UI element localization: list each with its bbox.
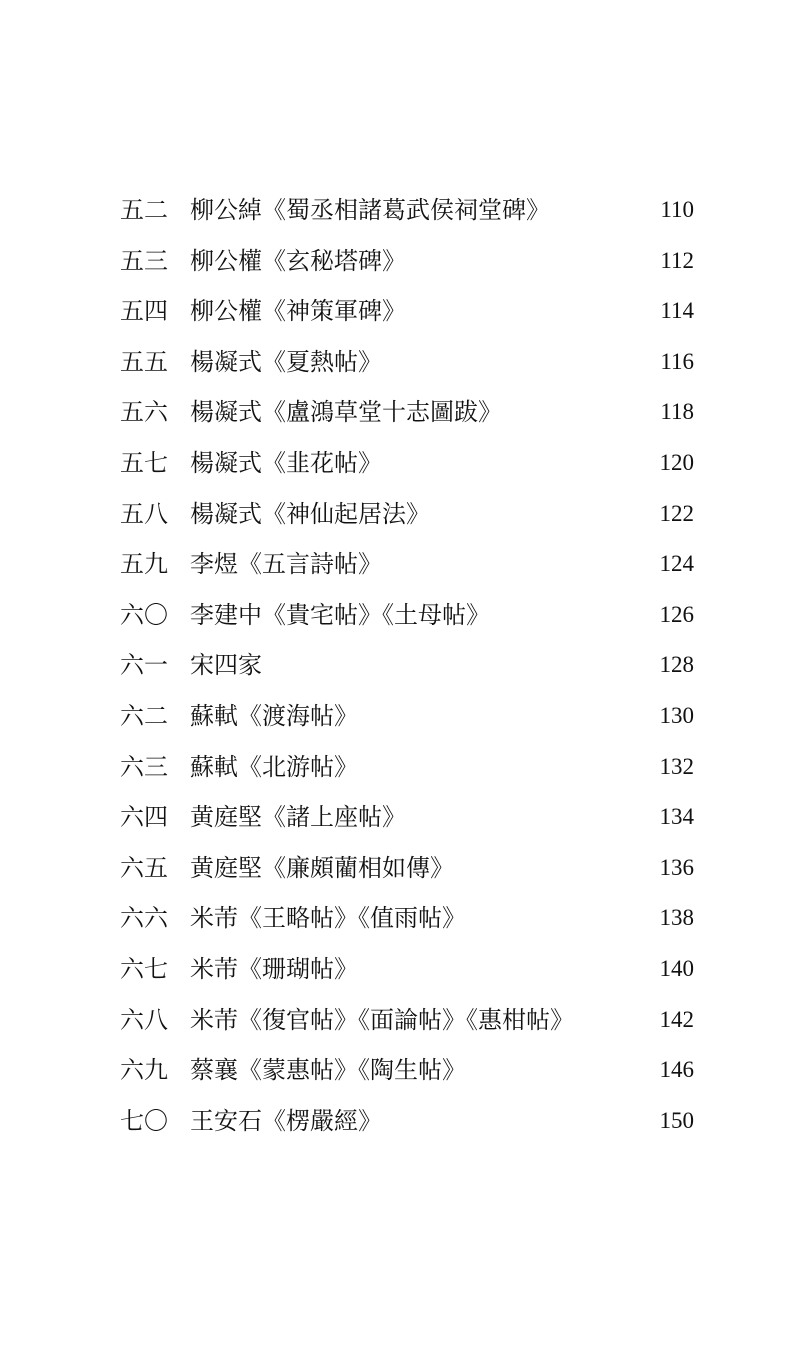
toc-entry-page: 134 [659,804,694,830]
toc-entry [120,387,700,438]
toc-entry-page: 112 [660,247,694,273]
toc-entry-number: 五三 [120,246,168,275]
toc-entry-title: 李建中《貴宅帖》《土母帖》 [190,600,490,629]
toc-entry [120,691,700,742]
toc-entry-title: 宋四家 [190,651,262,680]
toc-entry-title: 蔡襄《蒙惠帖》《陶生帖》 [190,1056,466,1085]
toc-entry-page: 138 [659,905,694,931]
toc-entry-page: 120 [659,449,694,475]
toc-entry-number: 五八 [120,499,168,528]
toc-entry-page: 128 [659,652,694,678]
toc-entry-page: 118 [660,399,694,425]
toc-entry-number: 六二 [120,701,168,730]
toc-entry [120,438,700,489]
toc-entry-number: 五九 [120,550,168,579]
toc-entry-title: 柳公綽《蜀丞相諸葛武侯祠堂碑》 [190,196,550,224]
toc-entry-number: 六八 [120,1005,168,1034]
toc-entry [120,1045,700,1096]
toc-entry-title: 米芾《王略帖》《值雨帖》 [190,904,466,933]
toc-entry-title: 米芾《珊瑚帖》 [190,954,358,983]
toc-entry [120,944,700,995]
toc-entry-title: 蘇軾《北游帖》 [190,752,358,781]
toc-entry-title: 黄庭堅《廉頗藺相如傳》 [190,853,454,882]
toc-entry-number: 六〇 [120,600,168,629]
toc-entry-number: 五二 [120,196,168,224]
toc-entry-title: 王安石《楞嚴經》 [190,1106,382,1135]
toc-entry-page: 124 [659,551,694,577]
toc-entry-number: 六九 [120,1056,168,1085]
toc-entry-title: 米芾《復官帖》《面論帖》《惠柑帖》 [190,1005,574,1034]
toc-entry-number: 六三 [120,752,168,781]
toc-entry [120,590,700,641]
toc-entry-page: 130 [659,702,694,728]
toc-entry-number: 六六 [120,904,168,933]
toc-entry-title: 楊凝式《夏熱帖》 [190,347,382,376]
toc-entry-page: 126 [659,601,694,627]
toc-entry [120,640,700,691]
toc-entry [120,742,700,793]
toc-entry-number: 五五 [120,347,168,376]
toc-entry-number: 六五 [120,853,168,882]
toc-entry-page: 142 [659,1006,694,1032]
toc-entry-title: 楊凝式《神仙起居法》 [190,499,430,528]
toc-entry-number: 五六 [120,398,168,427]
toc-entry-title: 楊凝式《韭花帖》 [190,448,382,477]
toc-entry-page: 132 [659,753,694,779]
toc-entry-title: 蘇軾《渡海帖》 [190,701,358,730]
toc-entry [120,236,700,287]
toc-entry-number: 六四 [120,803,168,832]
table-of-contents [120,185,700,1146]
toc-entry [120,995,700,1046]
toc-entry-page: 114 [660,298,694,324]
toc-entry-title: 柳公權《玄秘塔碑》 [190,246,406,275]
toc-entry-number: 五七 [120,448,168,477]
toc-entry-page: 150 [659,1107,694,1133]
toc-entry-number: 六一 [120,651,168,680]
toc-entry [120,185,700,236]
toc-entry [120,489,700,540]
toc-entry-page: 146 [659,1057,694,1083]
toc-entry-page: 136 [659,854,694,880]
toc-entry-page: 140 [659,955,694,981]
toc-entry [120,893,700,944]
toc-entry-title: 黄庭堅《諸上座帖》 [190,803,406,832]
toc-entry [120,539,700,590]
toc-entry-page: 110 [660,197,694,222]
toc-entry-number: 七〇 [120,1106,168,1135]
toc-entry-number: 五四 [120,297,168,326]
toc-entry-title: 柳公權《神策軍碑》 [190,297,406,326]
toc-entry-title: 李煜《五言詩帖》 [190,550,382,579]
toc-entry-title: 楊凝式《盧鴻草堂十志圖跋》 [190,398,502,427]
toc-entry [120,337,700,388]
toc-entry-page: 116 [660,348,694,374]
toc-entry-number: 六七 [120,954,168,983]
toc-entry [120,843,700,894]
toc-entry [120,286,700,337]
toc-entry [120,792,700,843]
toc-entry [120,1096,700,1147]
toc-entry-page: 122 [659,500,694,526]
